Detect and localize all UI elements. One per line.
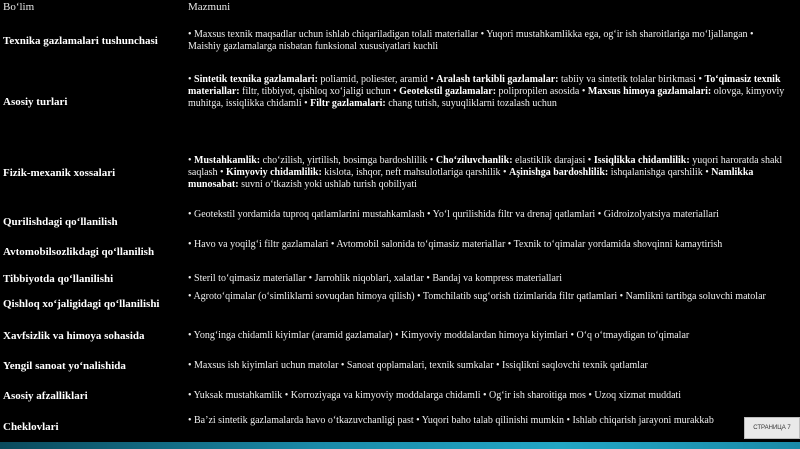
content-term-label: Aralash tarkibli gazlamalar: bbox=[436, 74, 559, 85]
content-term-label: Filtr gazlamalari: bbox=[310, 98, 386, 109]
content-text: cho‘zilish, yirtilish, bosimga bardoshlilik • bbox=[260, 155, 436, 166]
row-title: Texnika gazlamalari tushunchasi bbox=[3, 35, 158, 47]
content-text: • Ba’zi sintetik gazlamalarda havo o‘tkazuvchanligi past • Yuqori baho talab qilinishi mumkin • Ishlab chiqarish jarayoni murakkab bbox=[188, 415, 714, 426]
header-section: Bo‘lim bbox=[3, 1, 35, 13]
content-text: • Maxsus texnik maqsadlar uchun ishlab chiqariladigan tolali materiallar • Yuqori mustahkamlikka ega, og‘ir ish sharoitlariga mo‘ljallangan • Maishiy gazlamalarga nisbatan funksional xususiyatlari kuchli bbox=[188, 29, 754, 52]
row-title: Qishloq xo‘jaligidagi qo‘llanilishi bbox=[3, 298, 160, 310]
content-text: • Havo va yoqilg‘i filtr gazlamalari • Avtomobil salonida to‘qimasiz materiallar • Texnik to‘qimalar yordamida shovqinni kamaytirish bbox=[188, 239, 723, 250]
row-title: Avtomobilsozlikdagi qo‘llanilish bbox=[3, 246, 155, 258]
row-content bbox=[188, 239, 788, 251]
row-title: Fizik-mexanik xossalari bbox=[3, 167, 116, 179]
row-title: Qurilishdagi qo‘llanilish bbox=[3, 216, 118, 228]
row-title: Asosiy afzalliklari bbox=[3, 390, 88, 402]
page-indicator-button[interactable]: СТРАНИЦА 7 bbox=[744, 417, 800, 439]
content-term-label: Aşinishga bardoshlilik: bbox=[509, 167, 609, 178]
content-text: poliamid, poliester, aramid • bbox=[317, 74, 437, 85]
content-text: polipropilen asosida • bbox=[496, 86, 588, 97]
row-content bbox=[188, 390, 788, 402]
content-text: • Yuksak mustahkamlik • Korroziyaga va kimyoviy moddalarga chidamli • Og‘ir ish sharoitiga mos • Uzoq xizmat muddati bbox=[188, 390, 682, 401]
content-term-label: Kimyoviy chidamlilik: bbox=[225, 167, 322, 178]
bottom-decor-band bbox=[0, 442, 800, 449]
content-text: • Steril to‘qimasiz materiallar • Jarrohlik niqoblari, xalatlar • Bandaj va kompress materiallari bbox=[188, 273, 562, 284]
content-text: kislota, ishqor, neft mahsulotlariga qarshilik • bbox=[321, 167, 510, 178]
content-term-label: Namlikka munosabat: bbox=[188, 167, 754, 190]
content-text: chang tutish, suyuqliklarni tozalash uchun bbox=[385, 98, 557, 109]
content-term-label: Issiqlikka chidamlilik: bbox=[593, 155, 690, 166]
content-text: olovga, kimyoviy muhitga, issiqlikka chidamli • bbox=[188, 86, 785, 109]
row-content bbox=[188, 155, 788, 191]
content-text: • Geotekstil yordamida tuproq qatlamlarini mustahkamlash • Yo‘l qurilishida filtr va drenaj qatlamlari • Gidroizolyatsiya materiallari bbox=[188, 209, 719, 220]
row-title: Cheklovlari bbox=[3, 421, 59, 433]
row-content bbox=[188, 360, 788, 372]
row-title: Xavfsizlik va himoya sohasida bbox=[3, 330, 145, 342]
row-content bbox=[188, 273, 788, 285]
row-content bbox=[188, 74, 788, 110]
content-term-label: Sintetik texnika gazlamalari: bbox=[194, 74, 318, 85]
content-text: • bbox=[188, 74, 195, 85]
content-text: • Yong‘inga chidamli kiyimlar (aramid gazlamalar) • Kimyoviy moddalardan himoya kiyimlari • O‘q o‘tmaydigan to‘qimalar bbox=[188, 330, 690, 341]
content-text: suvni o‘tkazish yoki ushlab turish qobiliyati bbox=[238, 179, 417, 190]
content-text: • Maxsus ish kiyimlari uchun matolar • Sanoat qoplamalari, texnik sumkalar • Issiqlikni saqlovchi texnik qatlamlar bbox=[188, 360, 648, 371]
content-term-label: To‘qimasiz texnik materiallar: bbox=[188, 74, 781, 97]
content-text: elastiklik darajasi • bbox=[512, 155, 594, 166]
content-term-label: Mustahkamlik: bbox=[194, 155, 261, 166]
row-title: Tibbiyotda qo‘llanilishi bbox=[3, 273, 114, 285]
content-text: • bbox=[188, 155, 195, 166]
content-text: ishqalanishga qarshilik • bbox=[608, 167, 712, 178]
row-content bbox=[188, 291, 788, 303]
row-content bbox=[188, 415, 788, 427]
row-content bbox=[188, 29, 788, 53]
content-term-label: Geotekstil gazlamalar: bbox=[399, 86, 497, 97]
content-text: yuqori haroratda shakl saqlash • bbox=[188, 155, 783, 178]
content-text: filtr, tibbiyot, qishloq xo‘jaligi uchun • bbox=[239, 86, 400, 97]
row-title: Yengil sanoat yo‘nalishida bbox=[3, 360, 126, 372]
header-content: Mazmuni bbox=[188, 1, 231, 13]
row-content bbox=[188, 209, 788, 221]
content-text: tabiiy va sintetik tolalar birikmasi • bbox=[558, 74, 705, 85]
row-content bbox=[188, 330, 788, 342]
content-text: • Agroto‘qimalar (o‘simliklarni sovuqdan himoya qilish) • Tomchilatib sug‘orish tizimlarida filtr qatlamlari • Namlikni tartibga soluvchi matolar bbox=[188, 291, 766, 302]
content-term-label: Maxsus himoya gazlamalari: bbox=[587, 86, 712, 97]
row-title: Asosiy turlari bbox=[3, 96, 68, 108]
content-term-label: Cho‘ziluvchanlik: bbox=[435, 155, 513, 166]
